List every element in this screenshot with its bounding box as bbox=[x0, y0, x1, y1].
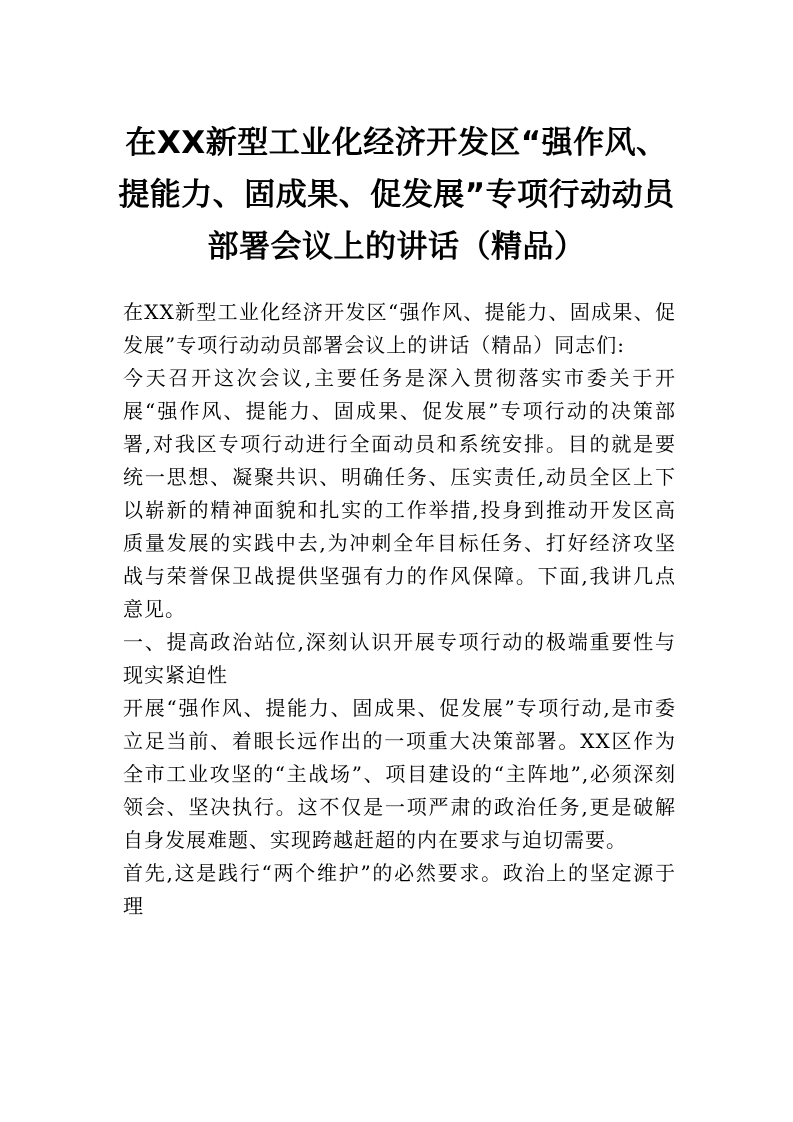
section-paragraph: 开展“强作风、提能力、固成果、促发展”专项行动,是市委立足当前、着眼长远作出的一项重大决策部署。XX区作为全市工业攻坚的“主战场”、项目建设的“主阵地”,必须深刻领会、坚决执行。这不仅是一项严肃的政治任务,更是破解自身发展难题、实现跨越赶超的内在要求与迫切需要。 bbox=[123, 696, 676, 852]
section-paragraph: 首先,这是践行“两个维护”的必然要求。政治上的坚定源于理 bbox=[123, 861, 676, 918]
opening-paragraph: 在XX新型工业化经济开发区“强作风、提能力、固成果、促发展”专项行动动员部署会议上的讲话（精品）同志们: bbox=[123, 300, 676, 357]
document-body bbox=[123, 296, 676, 923]
document-title: 在XX新型工业化经济开发区“强作风、提能力、固成果、促发展”专项行动动员部署会议上的讲话（精品） bbox=[118, 125, 675, 265]
section-heading: 一、提高政治站位,深刻认识开展专项行动的极端重要性与现实紧迫性 bbox=[123, 630, 676, 687]
introduction-paragraph: 今天召开这次会议,主要任务是深入贯彻落实市委关于开展“强作风、提能力、固成果、促发展”专项行动的决策部署,对我区专项行动进行全面动员和系统安排。目的就是要统一思想、凝聚共识、明确任务、压实责任,动员全区上下以崭新的精神面貌和扎实的工作举措,投身到推动开发区高质量发展的实践中去,为冲刺全年目标任务、打好经济攻坚战与荣誉保卫战提供坚强有力的作风保障。下面,我讲几点意见。 bbox=[123, 366, 676, 621]
